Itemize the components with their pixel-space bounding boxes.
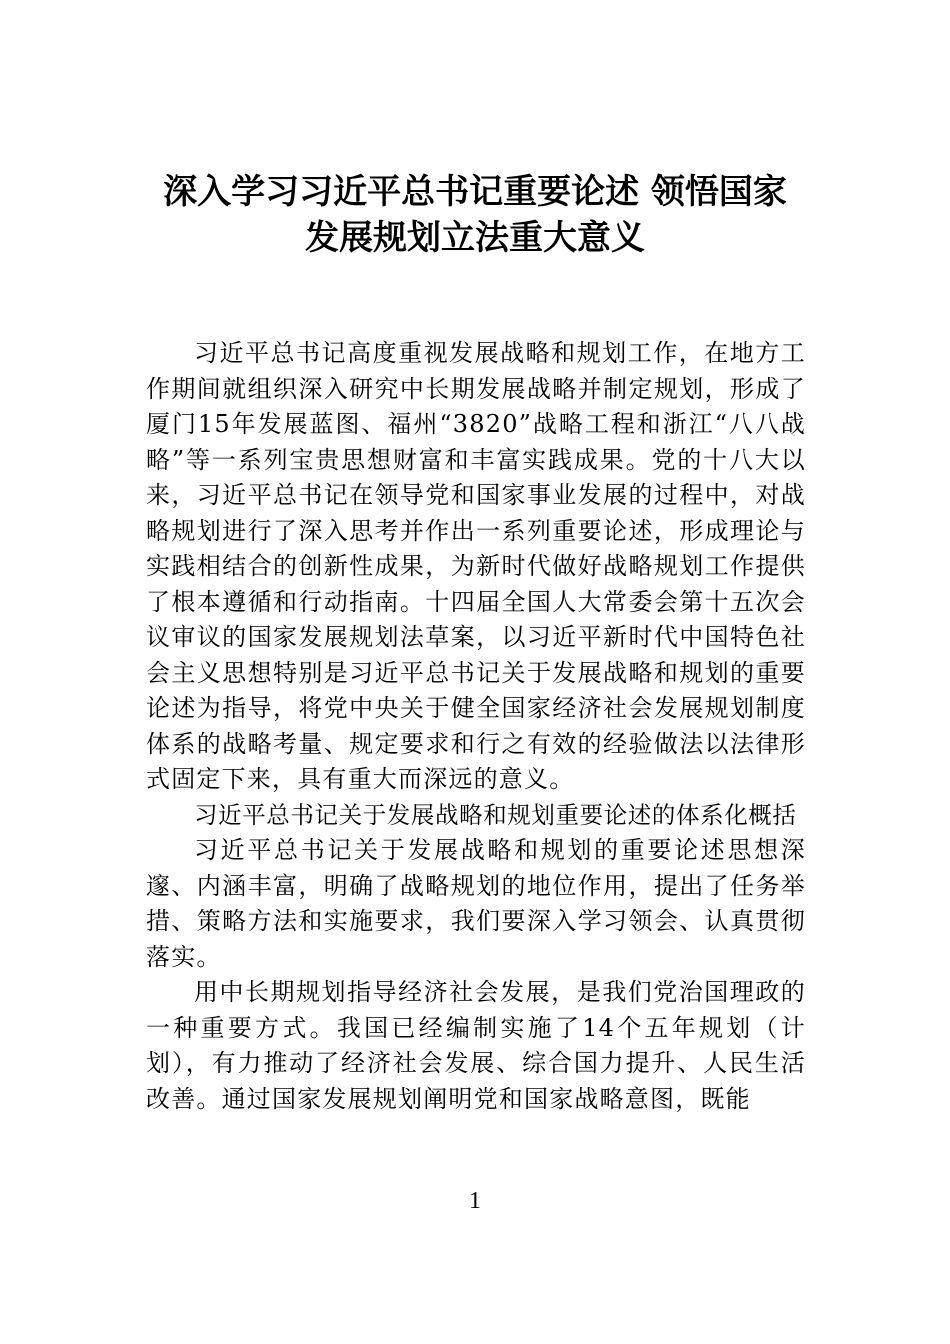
paragraph-2: 习近平总书记关于发展战略和规划的重要论述思想深邃、内涵丰富，明确了战略规划的地位作用，提出了任务举措、策略方法和实施要求，我们要深入学习领会、认真贯彻落实。 [146,836,806,971]
paragraph-3: 用中长期规划指导经济社会发展，是我们党治国理政的一种重要方式。我国已经编制实施了14个五年规划（计划），有力推动了经济社会发展、综合国力提升、人民生活改善。通过国家发展规划阐明党和国家战略意图，既能 [146,978,806,1113]
document-body [146,336,806,1117]
document-title-line-1: 深入学习习近平总书记重要论述 领悟国家 [163,172,787,212]
document-title-line-2: 发展规划立法重大意义 [305,218,645,258]
section-heading: 习近平总书记关于发展战略和规划重要论述的体系化概括 [194,800,797,829]
page-number: 1 [469,1188,481,1214]
paragraph-intro: 习近平总书记高度重视发展战略和规划工作，在地方工作期间就组织深入研究中长期发展战略并制定规划，形成了厦门15年发展蓝图、福州“3820”战略工程和浙江“八八战略”等一系列宝贵思想财富和丰富实践成果。党的十八大以来，习近平总书记在领导党和国家事业发展的过程中，对战略规划进行了深入思考并作出一系列重要论述，形成理论与实践相结合的创新性成果，为新时代做好战略规划工作提供了根本遵循和行动指南。十四届全国人大常委会第十五次会议审议的国家发展规划法草案，以习近平新时代中国特色社会主义思想特别是习近平总书记关于发展战略和规划的重要论述为指导，将党中央关于健全国家经济社会发展规划制度体系的战略考量、规定要求和行之有效的经验做法以法律形式固定下来，具有重大而深远的意义。 [146,339,806,793]
